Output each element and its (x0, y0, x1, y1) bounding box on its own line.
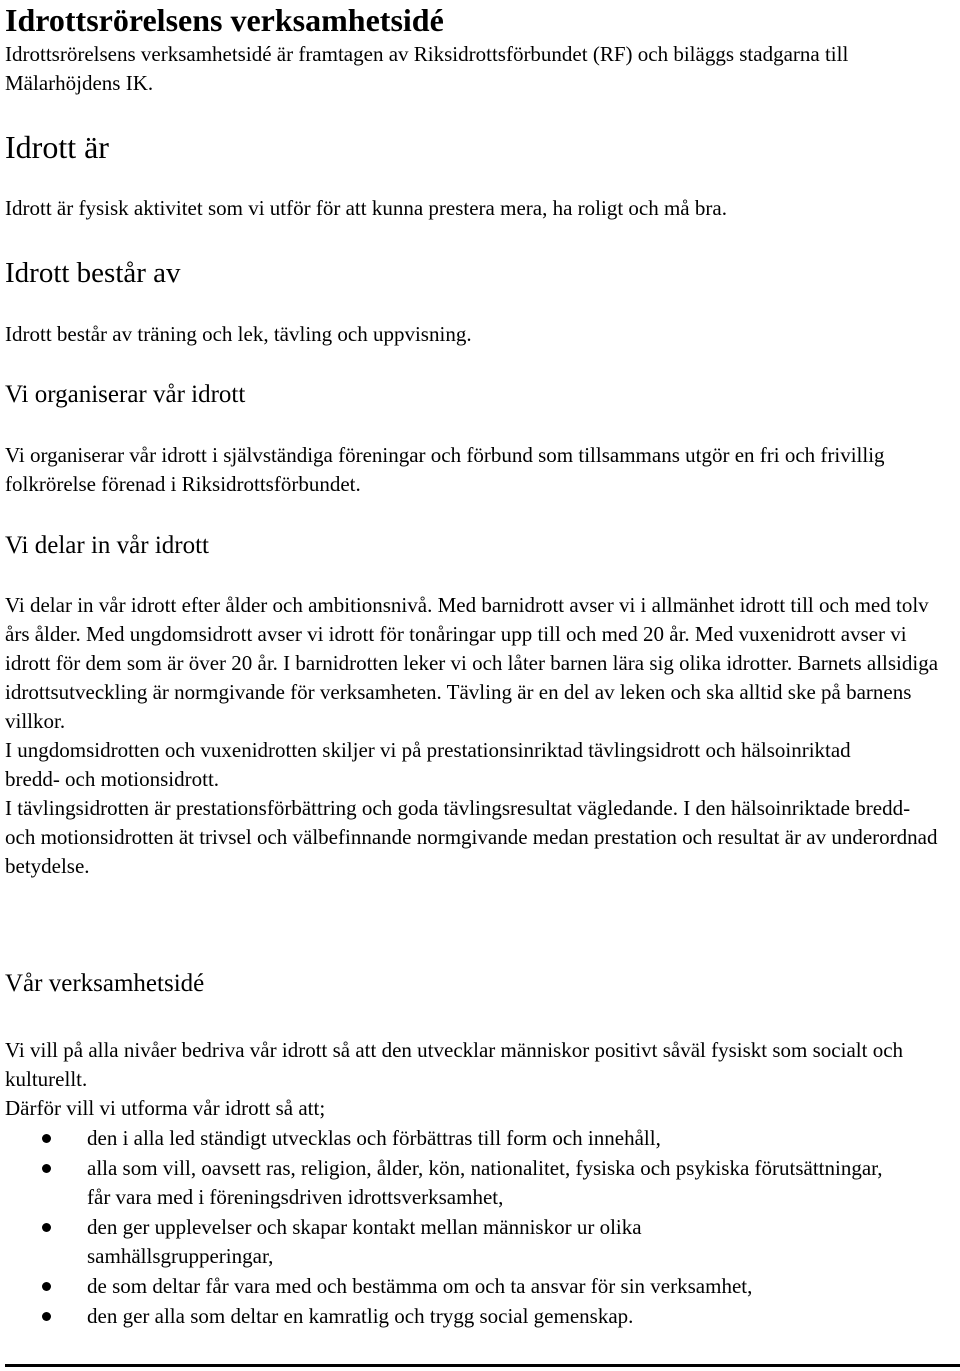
list-item-text: den i alla led ständigt utvecklas och förbättras till form och innehåll, (87, 1126, 661, 1150)
intro-paragraph: Idrottsrörelsens verksamhetsidé är framtagen av Riksidrottsförbundet (RF) och biläggs stadgarna till Mälarhöjdens IK. (5, 42, 849, 95)
vi-organiserar-paragraph: Vi organiserar vår idrott i självständiga föreningar och förbund som tillsammans utgör en fri och frivillig folkrörelse förenad i Riksidrottsförbundet. (5, 443, 885, 496)
bullet-icon (42, 1312, 51, 1321)
vi-delar-in-paragraph-1: Vi delar in vår idrott efter ålder och ambitionsnivå. Med barnidrott avser vi i allmänhet idrott till och med tolv års ålder. Med ungdomsidrott avser vi idrott för tonåringar upp till och med 20 år. Med vuxenidrott avser vi idrott för dem som är över 20 år. I barnidrotten leker vi och låter barnen lära sig olika idrotter. Barnets allsidiga idrottsutveckling är normgivande för verksamheten. Tävling är en del av leken och ska alltid ske på barnens villkor. (5, 593, 939, 733)
heading-vi-organiserar: Vi organiserar vår idrott (5, 381, 246, 408)
verksamhetside-bullet-list (5, 1124, 950, 1332)
list-item (5, 1302, 927, 1331)
heading-vi-delar-in: Vi delar in vår idrott (5, 532, 209, 559)
heading-idrott-ar: Idrott är (5, 129, 109, 165)
vi-delar-in-paragraph-3: I tävlingsidrotten är prestationsförbättring och goda tävlingsresultat vägledande. I den hälsoinriktade bredd- och motionsidrotten ät trivsel och välbefinnande normgivande medan prestation och resultat är av underordnad betydelse. (5, 796, 938, 878)
list-item (5, 1124, 807, 1153)
list-item-text: alla som vill, oavsett ras, religion, ålder, kön, nationalitet, fysiska och psykiska förutsättningar, får vara med i föreningsdriven idrottsverksamhet, (87, 1156, 883, 1209)
var-verksamhetside-lead: Därför vill vi utforma vår idrott så att; (5, 1096, 326, 1120)
vi-delar-in-paragraph-2: I ungdomsidrotten och vuxenidrotten skiljer vi på prestationsinriktad tävlingsidrott och hälsoinriktad bredd- och motionsidrott. (5, 738, 851, 791)
footer-divider (5, 1364, 960, 1367)
list-item (5, 1272, 927, 1301)
bullet-icon (42, 1164, 51, 1173)
var-verksamhetside-body (5, 1036, 940, 1123)
bullet-icon (42, 1223, 51, 1232)
bullet-icon (42, 1282, 51, 1291)
var-verksamhetside-paragraph: Vi vill på alla nivåer bedriva vår idrott så att den utvecklar människor positivt såväl fysiskt som socialt och kulturellt. (5, 1038, 904, 1091)
list-item-text: de som deltar får vara med och bestämma om och ta ansvar för sin verksamhet, (87, 1274, 753, 1298)
bullet-icon (42, 1134, 51, 1143)
list-item (5, 1213, 787, 1271)
list-item-text: den ger upplevelser och skapar kontakt mellan människor ur olika samhällsgrupperingar, (87, 1215, 642, 1268)
list-item (5, 1154, 907, 1212)
vi-delar-in-body (5, 591, 950, 881)
heading-var-verksamhetside: Vår verksamhetsidé (5, 970, 205, 997)
page-title: Idrottsrörelsens verksamhetsidé (5, 2, 444, 38)
list-item-text: den ger alla som deltar en kamratlig och trygg social gemenskap. (87, 1304, 634, 1328)
idrott-bestar-paragraph: Idrott består av träning och lek, tävling och uppvisning. (5, 322, 472, 346)
idrott-ar-paragraph: Idrott är fysisk aktivitet som vi utför för att kunna prestera mera, ha roligt och må bra. (5, 196, 727, 220)
heading-idrott-bestar-av: Idrott består av (5, 257, 181, 289)
